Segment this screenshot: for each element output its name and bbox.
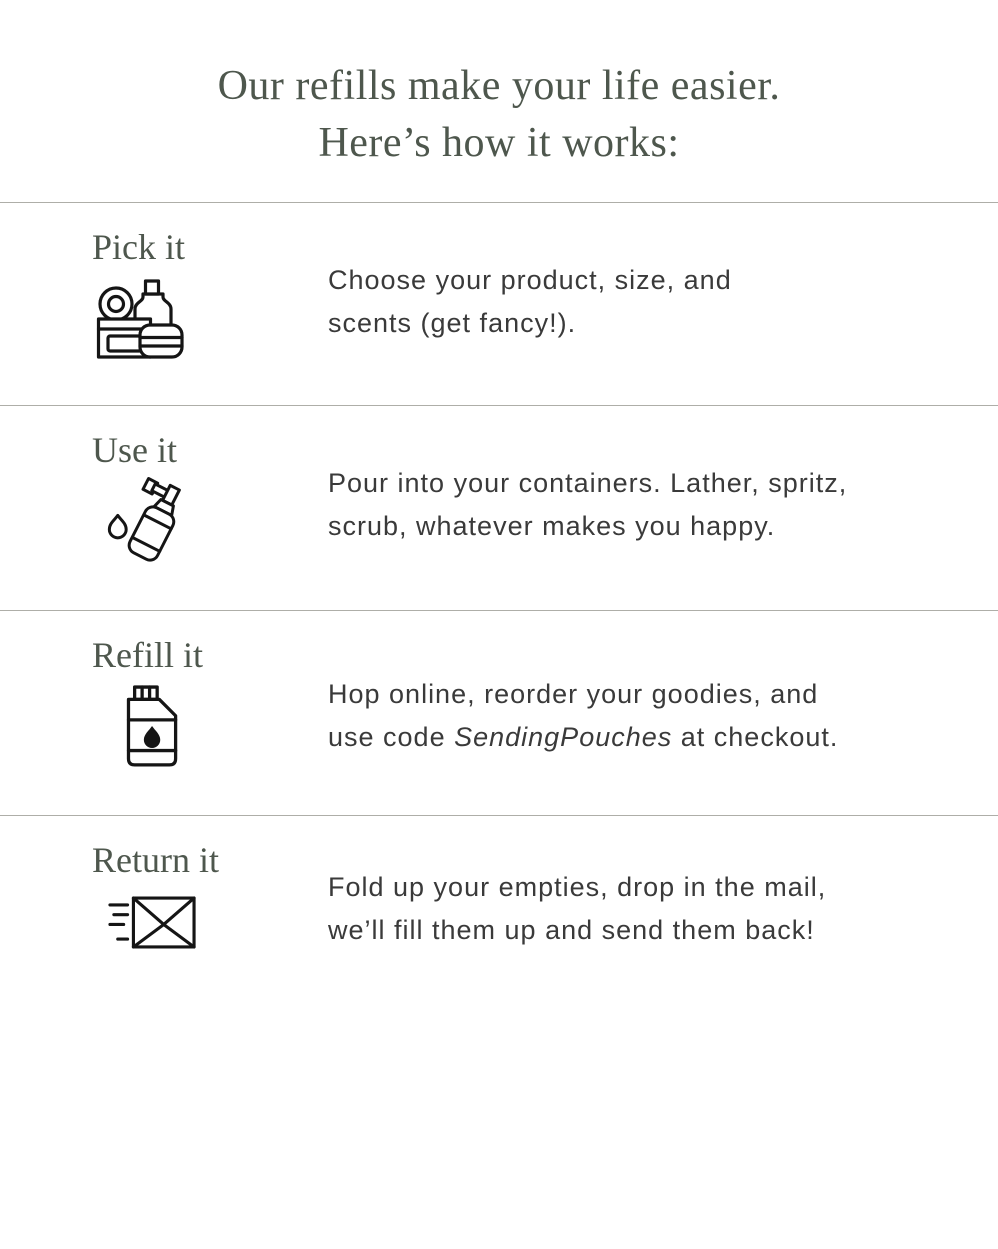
- step-row-return-it: [0, 815, 998, 1249]
- description-line: Choose your product, size, and: [328, 265, 732, 295]
- step-heading-pick-it: Pick it: [92, 227, 186, 267]
- step-heading-return-it: Return it: [92, 840, 219, 880]
- step-heading-use-it: Use it: [92, 430, 177, 470]
- pump-bottle-icon: [101, 478, 185, 564]
- section-title-line-2: Here’s how it works:: [318, 120, 680, 166]
- description-line: use code SendingPouches at checkout.: [328, 722, 839, 752]
- section-header: [0, 0, 998, 202]
- description-line: Hop online, reorder your goodies, and: [328, 679, 819, 709]
- cosmetics-products-icon: [95, 279, 185, 359]
- description-line: scrub, whatever makes you happy.: [328, 511, 776, 541]
- step-description-use-it: [328, 462, 958, 548]
- promo-code-text: SendingPouches: [454, 722, 673, 752]
- mail-envelope-icon: [108, 896, 196, 949]
- step-row-use-it: [0, 405, 998, 610]
- description-line: we’ll fill them up and send them back!: [328, 915, 815, 945]
- description-line: Fold up your empties, drop in the mail,: [328, 872, 827, 902]
- step-description-pick-it: [328, 259, 958, 345]
- description-line: Pour into your containers. Lather, spritz,: [328, 468, 848, 498]
- section-title-line-1: Our refills make your life easier.: [217, 63, 781, 109]
- step-description-return-it: [328, 866, 958, 952]
- step-row-pick-it: [0, 202, 998, 405]
- step-row-refill-it: [0, 610, 998, 815]
- description-line: scents (get fancy!).: [328, 308, 577, 338]
- step-description-refill-it: [328, 673, 958, 759]
- refill-jug-icon: [120, 685, 180, 769]
- step-heading-refill-it: Refill it: [92, 635, 203, 675]
